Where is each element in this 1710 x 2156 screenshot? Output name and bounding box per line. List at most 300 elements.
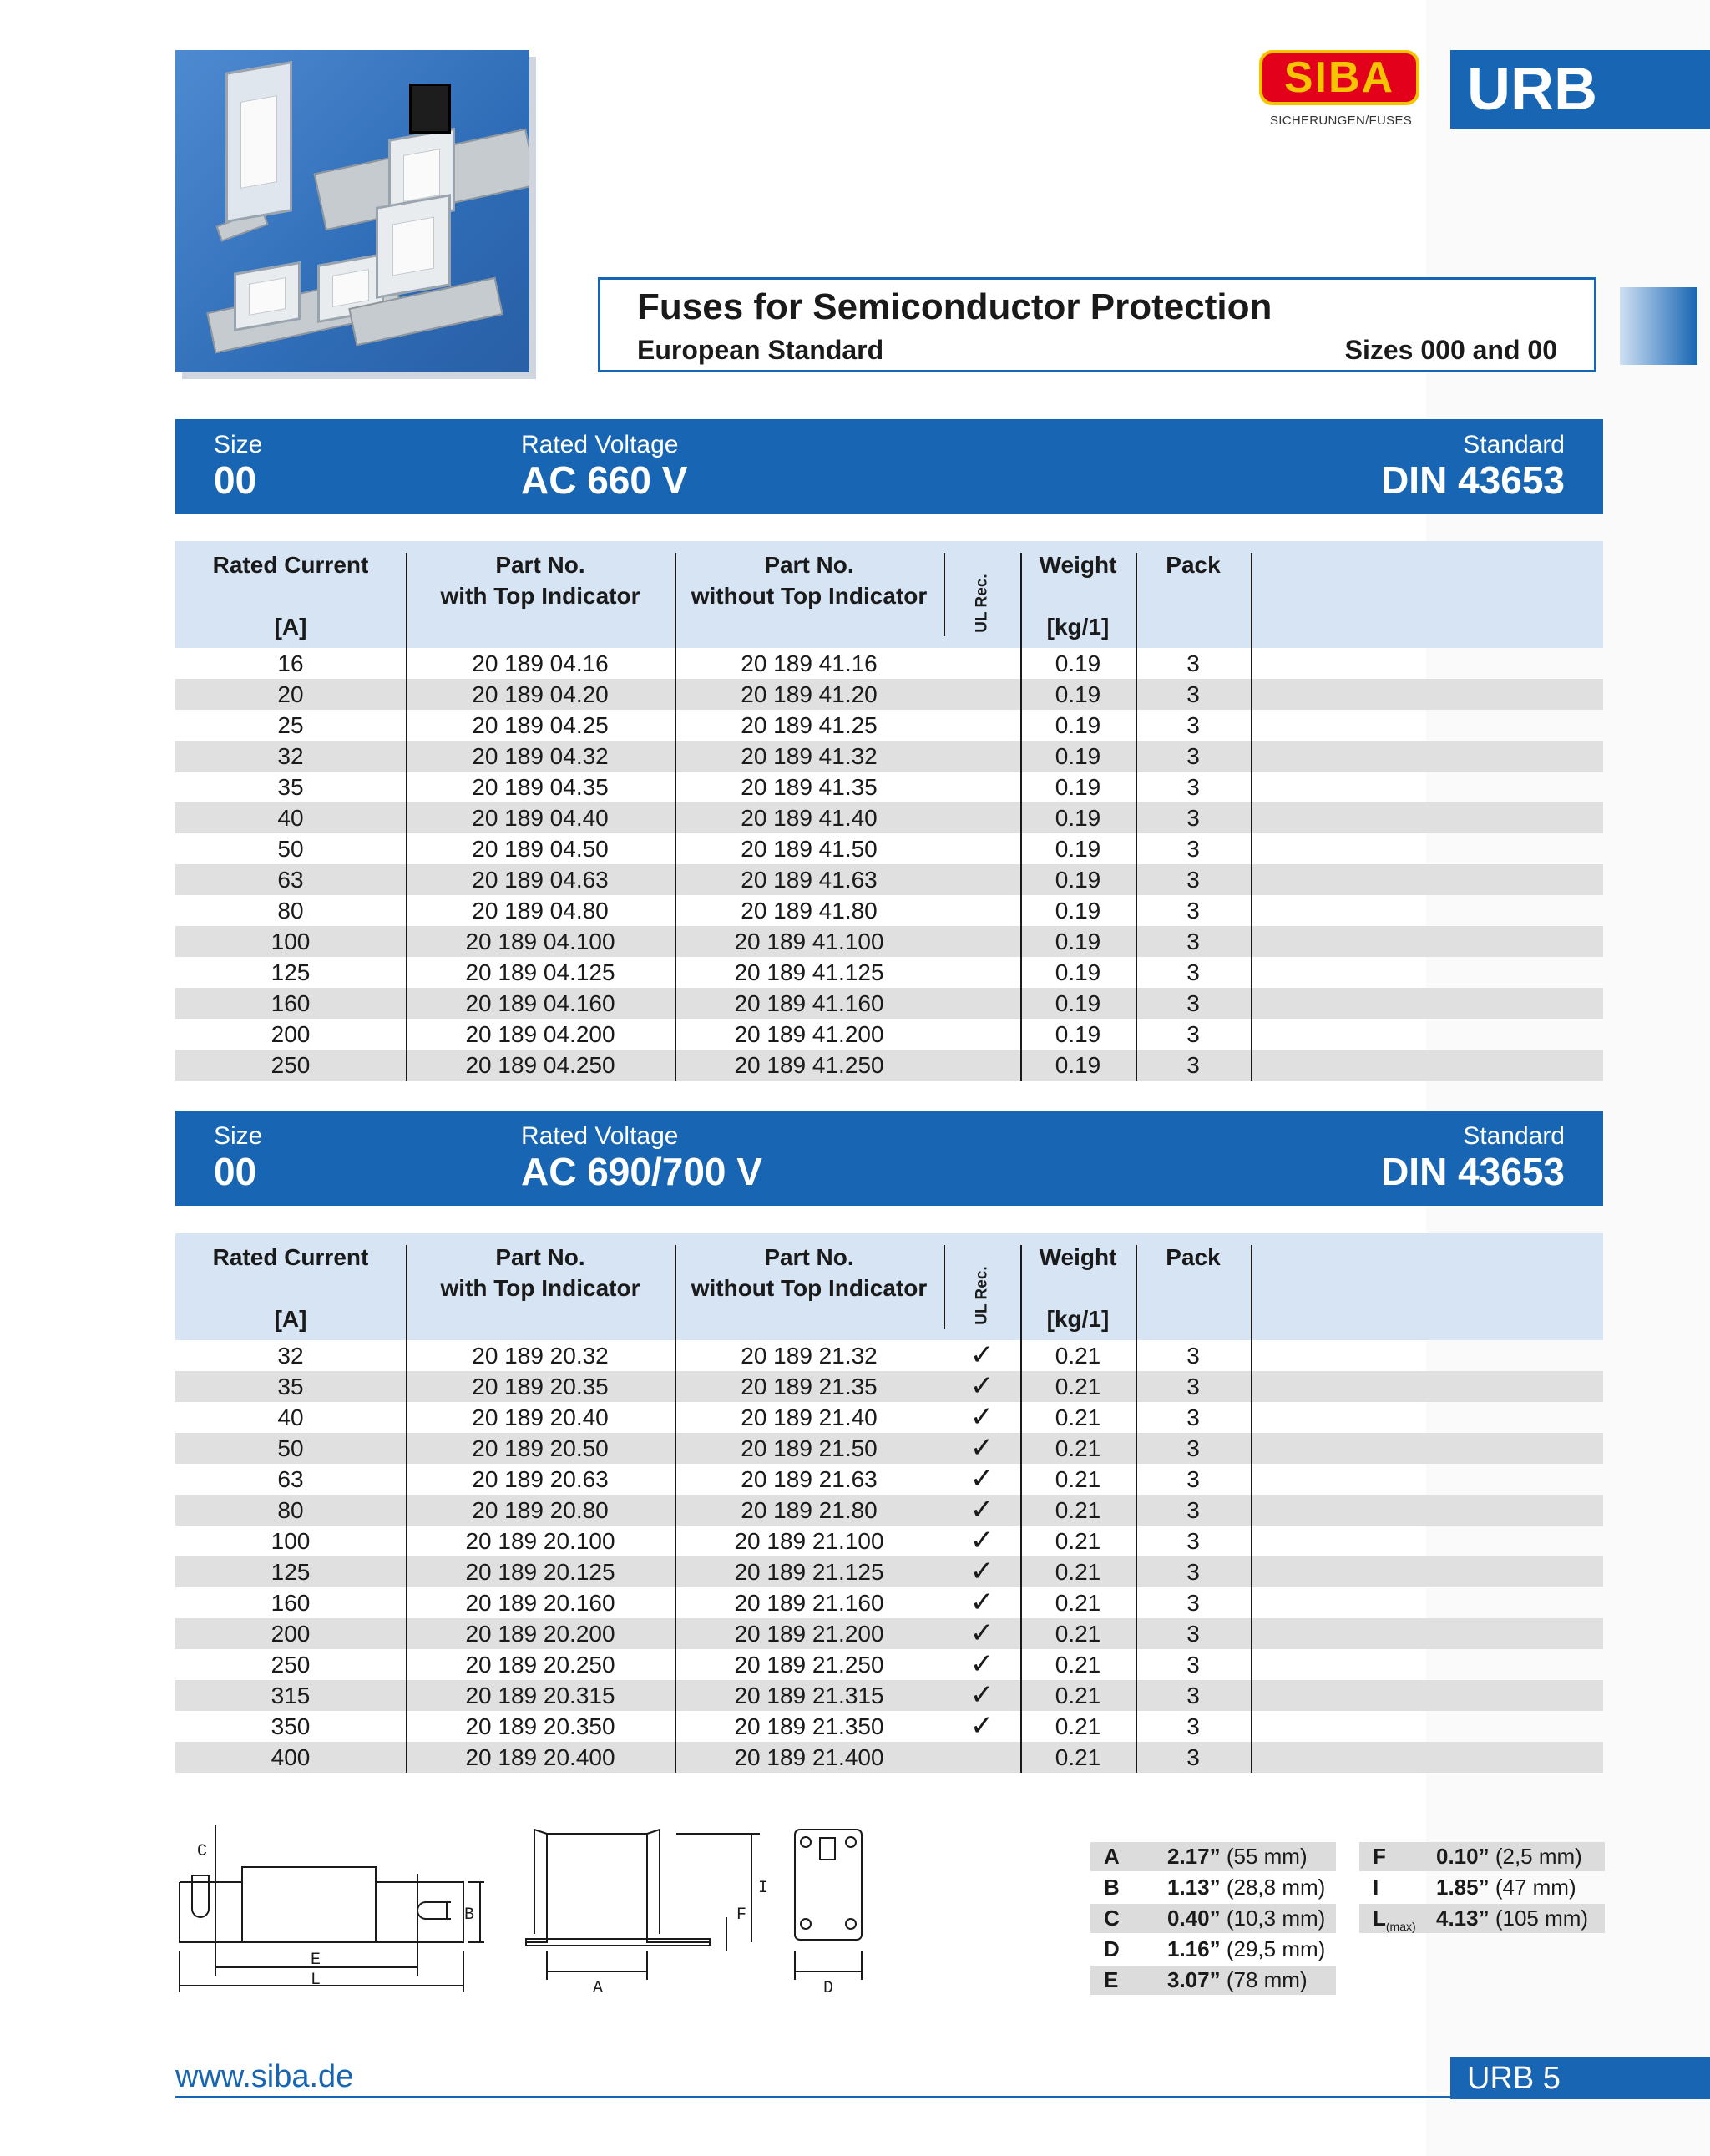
cell-pack: 3 <box>1186 1590 1200 1616</box>
end-view-drawing <box>795 1830 862 1980</box>
column-divider <box>406 1245 407 1773</box>
cell-pack: 3 <box>1186 1343 1200 1369</box>
cell-part-with-indicator: 20 189 04.40 <box>472 805 609 831</box>
table-row <box>175 1587 1603 1618</box>
column-divider <box>944 1245 945 1329</box>
column-divider <box>1251 553 1252 1081</box>
table-row <box>175 1649 1603 1680</box>
cell-part-with-indicator: 20 189 04.250 <box>465 1052 615 1078</box>
siba-logo <box>1259 50 1419 105</box>
table-row <box>175 1742 1603 1773</box>
cell-weight: 0.21 <box>1055 1466 1101 1492</box>
col-part-without <box>675 1242 944 1303</box>
dimension-mm: (10,3 mm) <box>1226 1905 1326 1931</box>
cell-weight: 0.19 <box>1055 650 1101 676</box>
cell-rated-current: 200 <box>271 1621 311 1647</box>
cell-rated-current: 25 <box>277 712 304 738</box>
table-row <box>175 1402 1603 1433</box>
cell-part-without-indicator: 20 189 21.80 <box>741 1497 878 1523</box>
col-part-with-label: Part No. <box>495 1244 585 1270</box>
dimension-row <box>1090 1904 1336 1933</box>
side-view-drawing <box>180 1825 484 1992</box>
cell-part-without-indicator: 20 189 41.20 <box>741 681 878 707</box>
dim-label-i: I <box>758 1879 769 1898</box>
cell-pack: 3 <box>1186 959 1200 985</box>
dimension-drawing <box>175 1825 885 1997</box>
cell-part-without-indicator: 20 189 21.50 <box>741 1435 878 1461</box>
table-row <box>175 895 1603 926</box>
fuse-table-1 <box>175 541 1603 1081</box>
cell-part-with-indicator: 20 189 20.125 <box>465 1559 615 1585</box>
logo-subtitle: SICHERUNGEN/FUSES <box>1269 114 1413 128</box>
cell-rated-current: 32 <box>277 1343 304 1369</box>
column-divider <box>1136 1245 1137 1773</box>
cell-rated-current: 250 <box>271 1052 311 1078</box>
ul-checkmark-icon: ✓ <box>969 1463 994 1495</box>
dim-label-f: F <box>736 1905 747 1925</box>
cell-pack: 3 <box>1186 836 1200 862</box>
dimension-row <box>1090 1935 1336 1964</box>
col-part-without-label: Part No. <box>764 552 854 578</box>
cell-part-without-indicator: 20 189 21.250 <box>734 1652 884 1678</box>
cell-weight: 0.19 <box>1055 867 1101 893</box>
table-row <box>175 679 1603 710</box>
col-weight-label: Weight <box>1039 552 1117 578</box>
logo-text: SIBA <box>1283 53 1395 102</box>
dimension-value: 0.10” (2,5 mm) <box>1436 1844 1582 1869</box>
ul-checkmark-icon: ✓ <box>969 1370 994 1402</box>
cell-part-without-indicator: 20 189 41.40 <box>741 805 878 831</box>
dimension-key: C <box>1104 1905 1120 1931</box>
cell-pack: 3 <box>1186 1374 1200 1399</box>
col-part-with <box>406 1242 675 1303</box>
voltage-label: Rated Voltage <box>521 431 679 458</box>
title-box <box>598 277 1596 372</box>
cell-weight: 0.19 <box>1055 681 1101 707</box>
dimension-value: 2.17” (55 mm) <box>1167 1844 1308 1869</box>
cell-rated-current: 350 <box>271 1713 311 1739</box>
table-row <box>175 648 1603 679</box>
table-row <box>175 1050 1603 1081</box>
sizes-label: Sizes 000 and 00 <box>1344 335 1557 365</box>
ul-checkmark-icon: ✓ <box>969 1679 994 1711</box>
ul-checkmark-icon: ✓ <box>969 1587 994 1618</box>
col-ul-label: UL Rec. <box>973 1266 991 1325</box>
cell-part-without-indicator: 20 189 41.35 <box>741 774 878 800</box>
dimension-row <box>1090 1873 1336 1902</box>
standard-label: Standard <box>1463 1122 1565 1150</box>
table-row <box>175 1711 1603 1742</box>
cell-part-without-indicator: 20 189 21.160 <box>734 1590 884 1616</box>
cell-part-with-indicator: 20 189 20.250 <box>465 1652 615 1678</box>
product-photo <box>175 50 529 372</box>
col-part-without-sub: without Top Indicator <box>691 1275 928 1301</box>
cell-part-without-indicator: 20 189 41.16 <box>741 650 878 676</box>
standard-value: DIN 43653 <box>1381 1150 1565 1193</box>
cell-part-without-indicator: 20 189 41.50 <box>741 836 878 862</box>
cell-weight: 0.21 <box>1055 1374 1101 1399</box>
cell-rated-current: 50 <box>277 836 304 862</box>
column-divider <box>1020 553 1022 1081</box>
dim-label-d: D <box>823 1979 834 1997</box>
series-tab: URB <box>1450 50 1710 129</box>
cell-weight: 0.19 <box>1055 898 1101 924</box>
cell-part-with-indicator: 20 189 04.25 <box>472 712 609 738</box>
col-part-without-sub: without Top Indicator <box>691 583 928 609</box>
cell-rated-current: 200 <box>271 1021 311 1047</box>
column-divider <box>406 553 407 1081</box>
dimension-row <box>1359 1873 1605 1902</box>
dimension-mm: (78 mm) <box>1226 1967 1308 1992</box>
col-ul-rec <box>944 558 1020 638</box>
dimension-value: 1.85” (47 mm) <box>1436 1875 1576 1900</box>
cell-pack: 3 <box>1186 681 1200 707</box>
cell-weight: 0.21 <box>1055 1590 1101 1616</box>
dimension-mm: (2,5 mm) <box>1495 1844 1582 1869</box>
cell-rated-current: 40 <box>277 805 304 831</box>
table-row <box>175 710 1603 741</box>
cell-rated-current: 50 <box>277 1435 304 1461</box>
col-rated-current-unit: [A] <box>274 614 307 640</box>
dimension-mm: (55 mm) <box>1226 1844 1308 1869</box>
table-row <box>175 864 1603 895</box>
column-divider <box>1251 1245 1252 1773</box>
cell-rated-current: 40 <box>277 1404 304 1430</box>
dimension-key: B <box>1104 1875 1120 1900</box>
ul-checkmark-icon: ✓ <box>969 1710 994 1742</box>
cell-part-without-indicator: 20 189 21.32 <box>741 1343 878 1369</box>
cell-pack: 3 <box>1186 1744 1200 1770</box>
cell-part-without-indicator: 20 189 21.100 <box>734 1528 884 1554</box>
cell-pack: 3 <box>1186 805 1200 831</box>
dimension-key: D <box>1104 1936 1120 1961</box>
col-rated-current-unit: [A] <box>274 1306 307 1332</box>
cell-part-without-indicator: 20 189 41.160 <box>734 990 884 1016</box>
page-title: Fuses for Semiconductor Protection <box>637 286 1272 327</box>
col-part-without-label: Part No. <box>764 1244 854 1270</box>
table-row <box>175 1371 1603 1402</box>
cell-part-without-indicator: 20 189 21.125 <box>734 1559 884 1585</box>
col-weight <box>1020 1242 1136 1332</box>
cell-part-without-indicator: 20 189 21.200 <box>734 1621 884 1647</box>
cell-pack: 3 <box>1186 650 1200 676</box>
col-part-with <box>406 549 675 611</box>
col-pack <box>1136 549 1251 580</box>
dim-label-e: E <box>311 1951 321 1970</box>
table-body <box>175 1340 1603 1773</box>
table-header <box>175 1233 1603 1340</box>
cell-rated-current: 125 <box>271 1559 311 1585</box>
dimension-key: I <box>1373 1875 1379 1900</box>
voltage-label: Rated Voltage <box>521 1122 679 1150</box>
cell-part-with-indicator: 20 189 04.50 <box>472 836 609 862</box>
dimension-value: 0.40” (10,3 mm) <box>1167 1905 1326 1931</box>
cell-rated-current: 160 <box>271 1590 311 1616</box>
voltage-value: AC 690/700 V <box>521 1150 762 1193</box>
cell-pack: 3 <box>1186 929 1200 954</box>
col-rated-current <box>175 1242 406 1332</box>
cell-pack: 3 <box>1186 1652 1200 1678</box>
cell-part-without-indicator: 20 189 21.350 <box>734 1713 884 1739</box>
dimension-row <box>1359 1842 1605 1871</box>
table-row <box>175 1433 1603 1464</box>
table-row <box>175 833 1603 864</box>
col-part-without <box>675 549 944 611</box>
cell-weight: 0.19 <box>1055 743 1101 769</box>
col-pack-label: Pack <box>1166 552 1221 578</box>
cell-part-without-indicator: 20 189 41.25 <box>741 712 878 738</box>
cell-pack: 3 <box>1186 1559 1200 1585</box>
column-divider <box>675 1245 676 1773</box>
cell-rated-current: 32 <box>277 743 304 769</box>
cell-pack: 3 <box>1186 743 1200 769</box>
footer-rule <box>175 2096 1451 2098</box>
col-pack <box>1136 1242 1251 1273</box>
dimension-mm: (29,5 mm) <box>1226 1936 1326 1961</box>
cell-pack: 3 <box>1186 867 1200 893</box>
cell-pack: 3 <box>1186 1683 1200 1708</box>
cell-weight: 0.19 <box>1055 836 1101 862</box>
dimension-mm: (105 mm) <box>1495 1905 1589 1931</box>
cell-weight: 0.21 <box>1055 1744 1101 1770</box>
cell-pack: 3 <box>1186 990 1200 1016</box>
page-subtitle: European Standard <box>637 335 884 365</box>
cell-pack: 3 <box>1186 712 1200 738</box>
cell-weight: 0.21 <box>1055 1528 1101 1554</box>
dimension-mm: (47 mm) <box>1495 1875 1576 1900</box>
cell-part-without-indicator: 20 189 41.250 <box>734 1052 884 1078</box>
cell-weight: 0.19 <box>1055 712 1101 738</box>
page-number: URB 5 <box>1450 2057 1710 2099</box>
cell-part-with-indicator: 20 189 20.63 <box>472 1466 609 1492</box>
table-row <box>175 1526 1603 1556</box>
cell-part-without-indicator: 20 189 41.125 <box>734 959 884 985</box>
column-divider <box>1136 553 1137 1081</box>
cell-part-with-indicator: 20 189 20.80 <box>472 1497 609 1523</box>
cell-part-with-indicator: 20 189 04.200 <box>465 1021 615 1047</box>
cell-pack: 3 <box>1186 1621 1200 1647</box>
cell-part-without-indicator: 20 189 41.63 <box>741 867 878 893</box>
size-label: Size <box>214 1122 263 1150</box>
cell-rated-current: 125 <box>271 959 311 985</box>
footer-url[interactable]: www.siba.de <box>175 2059 354 2094</box>
cell-pack: 3 <box>1186 774 1200 800</box>
cell-rated-current: 100 <box>271 929 311 954</box>
dim-label-l: L <box>311 1971 321 1990</box>
table-row <box>175 1019 1603 1050</box>
dimension-key: F <box>1373 1844 1386 1869</box>
cell-weight: 0.21 <box>1055 1713 1101 1739</box>
dimension-key: A <box>1104 1844 1120 1869</box>
ul-checkmark-icon: ✓ <box>969 1432 994 1464</box>
cell-pack: 3 <box>1186 1021 1200 1047</box>
cell-part-with-indicator: 20 189 20.315 <box>465 1683 615 1708</box>
column-divider <box>1020 1245 1022 1773</box>
front-view-drawing <box>526 1830 760 1980</box>
cell-part-with-indicator: 20 189 04.20 <box>472 681 609 707</box>
cell-rated-current: 400 <box>271 1744 311 1770</box>
cell-part-without-indicator: 20 189 41.100 <box>734 929 884 954</box>
ul-checkmark-icon: ✓ <box>969 1617 994 1649</box>
cell-pack: 3 <box>1186 1466 1200 1492</box>
cell-weight: 0.19 <box>1055 959 1101 985</box>
cell-part-with-indicator: 20 189 04.125 <box>465 959 615 985</box>
cell-weight: 0.19 <box>1055 929 1101 954</box>
table-header <box>175 541 1603 648</box>
cell-weight: 0.19 <box>1055 990 1101 1016</box>
dimension-key-sub: (max) <box>1385 1920 1416 1934</box>
size-label: Size <box>214 431 263 458</box>
cell-part-without-indicator: 20 189 21.63 <box>741 1466 878 1492</box>
table-row <box>175 772 1603 802</box>
cell-part-without-indicator: 20 189 41.80 <box>741 898 878 924</box>
table-row <box>175 1464 1603 1495</box>
cell-weight: 0.21 <box>1055 1497 1101 1523</box>
col-pack-label: Pack <box>1166 1244 1221 1270</box>
cell-rated-current: 80 <box>277 1497 304 1523</box>
dimension-value: 3.07” (78 mm) <box>1167 1967 1308 1992</box>
cell-weight: 0.21 <box>1055 1343 1101 1369</box>
table-row <box>175 957 1603 988</box>
table-row <box>175 926 1603 957</box>
cell-part-with-indicator: 20 189 04.32 <box>472 743 609 769</box>
dimension-row <box>1359 1904 1605 1933</box>
side-gradient-marker <box>1620 287 1697 365</box>
dimension-value: 4.13” (105 mm) <box>1436 1905 1589 1931</box>
cell-rated-current: 63 <box>277 867 304 893</box>
table-row <box>175 1340 1603 1371</box>
cell-pack: 3 <box>1186 898 1200 924</box>
column-divider <box>944 553 945 636</box>
cell-weight: 0.21 <box>1055 1559 1101 1585</box>
cell-pack: 3 <box>1186 1713 1200 1739</box>
col-rated-current-label: Rated Current <box>212 1244 369 1270</box>
cell-weight: 0.21 <box>1055 1652 1101 1678</box>
cell-pack: 3 <box>1186 1404 1200 1430</box>
cell-part-with-indicator: 20 189 04.35 <box>472 774 609 800</box>
ul-checkmark-icon: ✓ <box>969 1401 994 1433</box>
dimension-mm: (28,8 mm) <box>1226 1875 1326 1900</box>
dimension-value: 1.13” (28,8 mm) <box>1167 1875 1326 1900</box>
dimension-key: $L_{(max)}$ <box>1373 1905 1416 1934</box>
col-weight-unit: [kg/1] <box>1046 1306 1110 1332</box>
cell-rated-current: 80 <box>277 898 304 924</box>
cell-part-with-indicator: 20 189 20.50 <box>472 1435 609 1461</box>
fuse-table-2 <box>175 1233 1603 1773</box>
ul-checkmark-icon: ✓ <box>969 1525 994 1556</box>
cell-rated-current: 20 <box>277 681 304 707</box>
cell-part-with-indicator: 20 189 04.16 <box>472 650 609 676</box>
col-ul-rec <box>944 1250 1020 1330</box>
cell-part-without-indicator: 20 189 21.35 <box>741 1374 878 1399</box>
cell-part-with-indicator: 20 189 20.32 <box>472 1343 609 1369</box>
dim-label-a: A <box>593 1979 604 1997</box>
table-row <box>175 1556 1603 1587</box>
col-part-with-sub: with Top Indicator <box>440 1275 640 1301</box>
col-weight <box>1020 549 1136 640</box>
cell-weight: 0.21 <box>1055 1404 1101 1430</box>
cell-pack: 3 <box>1186 1052 1200 1078</box>
cell-part-with-indicator: 20 189 04.63 <box>472 867 609 893</box>
table-row <box>175 1495 1603 1526</box>
dimension-row <box>1090 1842 1336 1871</box>
standard-label: Standard <box>1463 431 1565 458</box>
cell-pack: 3 <box>1186 1435 1200 1461</box>
voltage-value: AC 660 V <box>521 458 688 502</box>
table-row <box>175 741 1603 772</box>
ul-checkmark-icon: ✓ <box>969 1556 994 1587</box>
col-weight-label: Weight <box>1039 1244 1117 1270</box>
cell-rated-current: 160 <box>271 990 311 1016</box>
dimension-key: E <box>1104 1967 1119 1992</box>
col-part-with-sub: with Top Indicator <box>440 583 640 609</box>
col-weight-unit: [kg/1] <box>1046 614 1110 640</box>
cell-rated-current: 250 <box>271 1652 311 1678</box>
cell-weight: 0.21 <box>1055 1621 1101 1647</box>
dim-label-c: C <box>197 1842 208 1861</box>
ul-checkmark-icon: ✓ <box>969 1339 994 1371</box>
size-value: 00 <box>214 458 257 502</box>
section-header-1 <box>175 419 1603 514</box>
column-divider <box>675 553 676 1081</box>
cell-part-with-indicator: 20 189 20.35 <box>472 1374 609 1399</box>
cell-rated-current: 35 <box>277 774 304 800</box>
cell-part-without-indicator: 20 189 21.315 <box>734 1683 884 1708</box>
cell-rated-current: 100 <box>271 1528 311 1554</box>
cell-part-with-indicator: 20 189 20.160 <box>465 1590 615 1616</box>
cell-part-with-indicator: 20 189 20.350 <box>465 1713 615 1739</box>
cell-part-with-indicator: 20 189 04.80 <box>472 898 609 924</box>
table-row <box>175 988 1603 1019</box>
cell-weight: 0.19 <box>1055 1021 1101 1047</box>
table-row <box>175 1618 1603 1649</box>
ul-checkmark-icon: ✓ <box>969 1648 994 1680</box>
col-rated-current <box>175 549 406 640</box>
size-value: 00 <box>214 1150 257 1193</box>
cell-weight: 0.21 <box>1055 1435 1101 1461</box>
standard-value: DIN 43653 <box>1381 458 1565 502</box>
cell-part-without-indicator: 20 189 41.32 <box>741 743 878 769</box>
cell-weight: 0.21 <box>1055 1683 1101 1708</box>
dimension-value: 1.16” (29,5 mm) <box>1167 1936 1326 1961</box>
cell-rated-current: 63 <box>277 1466 304 1492</box>
cell-pack: 3 <box>1186 1497 1200 1523</box>
dimension-row <box>1090 1966 1336 1995</box>
cell-part-without-indicator: 20 189 41.200 <box>734 1021 884 1047</box>
section-header-2 <box>175 1111 1603 1206</box>
cell-part-with-indicator: 20 189 04.160 <box>465 990 615 1016</box>
table-body <box>175 648 1603 1081</box>
col-part-with-label: Part No. <box>495 552 585 578</box>
cell-part-without-indicator: 20 189 21.40 <box>741 1404 878 1430</box>
cell-part-with-indicator: 20 189 20.200 <box>465 1621 615 1647</box>
cell-part-with-indicator: 20 189 20.400 <box>465 1744 615 1770</box>
col-rated-current-label: Rated Current <box>212 552 369 578</box>
cell-part-with-indicator: 20 189 04.100 <box>465 929 615 954</box>
cell-rated-current: 35 <box>277 1374 304 1399</box>
table-row <box>175 1680 1603 1711</box>
col-ul-label: UL Rec. <box>973 574 991 633</box>
cell-rated-current: 315 <box>271 1683 311 1708</box>
cell-part-with-indicator: 20 189 20.100 <box>465 1528 615 1554</box>
dim-label-b: B <box>464 1905 475 1925</box>
ul-checkmark-icon: ✓ <box>969 1494 994 1526</box>
cell-rated-current: 16 <box>277 650 304 676</box>
cell-part-with-indicator: 20 189 20.40 <box>472 1404 609 1430</box>
cell-part-without-indicator: 20 189 21.400 <box>734 1744 884 1770</box>
cell-pack: 3 <box>1186 1528 1200 1554</box>
cell-weight: 0.19 <box>1055 774 1101 800</box>
